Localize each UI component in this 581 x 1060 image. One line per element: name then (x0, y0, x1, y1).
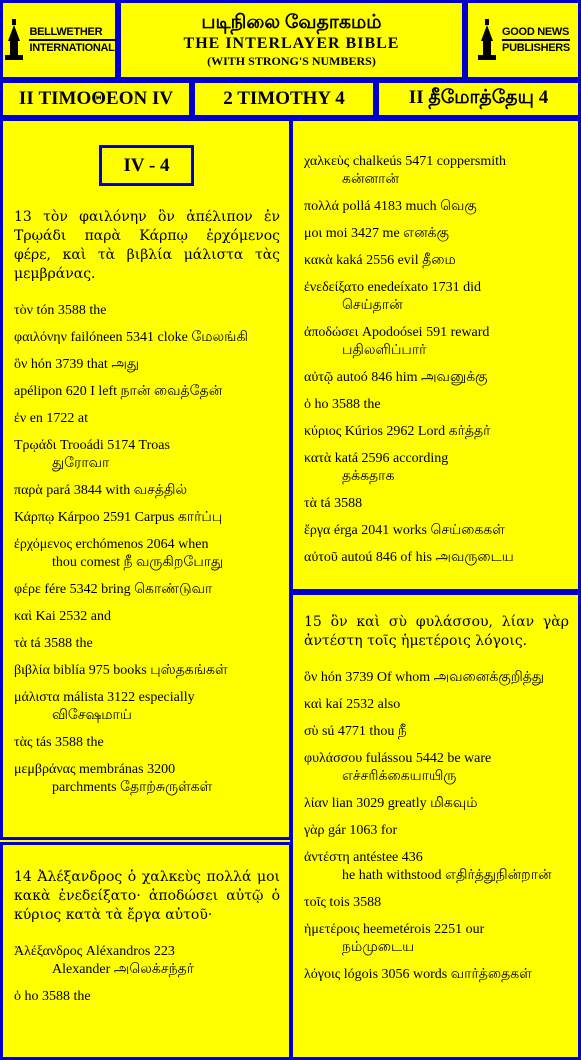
word-entry (14, 635, 280, 653)
left-entries-bottom (14, 943, 280, 1006)
left-logo-line2: INTERNATIONAL (29, 42, 115, 54)
word-entry-gloss: துரோவா (52, 456, 110, 471)
word-entry (304, 723, 569, 741)
word-entry (304, 423, 569, 441)
word-entry (304, 696, 569, 714)
word-entry-main: ὁ ho 3588 the (304, 397, 381, 412)
word-entry-main: σὺ sú 4771 thou நீ (304, 724, 407, 739)
right-column-bottom (293, 613, 578, 993)
word-entry-main: apélipon 620 I left நான் வைத்தேன் (14, 384, 223, 399)
left-entries (14, 302, 280, 797)
word-entry-gloss: he hath withstood எதிர்த்துநின்றான் (342, 868, 552, 883)
word-entry (14, 383, 280, 401)
word-entry (14, 988, 280, 1006)
word-entry-main: βιβλία biblía 975 books புஸ்தகங்கள் (14, 663, 228, 678)
word-entry-main: τὰ tá 3588 the (14, 636, 93, 651)
left-column (3, 208, 289, 806)
word-entry (304, 921, 569, 957)
word-entry-main: ἐν en 1722 at (14, 411, 89, 426)
word-entry (14, 581, 280, 599)
word-entry (304, 369, 569, 387)
word-entry (304, 198, 569, 216)
word-entry-main: τοῖς tois 3588 (304, 895, 382, 910)
word-entry-main: γὰρ gár 1063 for (304, 823, 398, 838)
word-entry (304, 795, 569, 813)
left-logo (0, 0, 118, 80)
word-entry-main: λόγοις lógois 3056 words வார்த்தைகள் (304, 967, 532, 982)
word-entry (304, 549, 569, 567)
word-entry-main: πολλά pollá 4183 much வெகு (304, 199, 477, 214)
good-news-icon (476, 17, 498, 63)
word-entry-main: ὃν hón 3739 Of whom அவனைக்குறித்து (304, 670, 545, 685)
word-entry-gloss: Alexander அலெக்சந்தர் (52, 962, 195, 977)
word-entry (14, 608, 280, 626)
word-entry-gloss: நம்முடைய (342, 940, 415, 955)
right-entries-bottom (304, 669, 569, 984)
word-entry-main: ἔργα érga 2041 works செய்கைகள் (304, 523, 505, 538)
ref-english: 2 TIMOTHY 4 (192, 80, 376, 118)
word-entry (14, 329, 280, 347)
word-entry-gloss: thou comest நீ வருகிறபோது (52, 555, 224, 570)
word-entry-gloss: விசேஷமாய் (52, 708, 132, 723)
bellwether-icon (3, 17, 25, 63)
word-entry (304, 849, 569, 885)
word-entry (304, 396, 569, 414)
word-entry (304, 894, 569, 912)
word-entry-main: παρὰ pará 3844 with வசத்தில் (14, 483, 188, 498)
word-entry-gloss: parchments தோற்சுருள்கள் (52, 780, 213, 795)
word-entry-main: χαλκεὺς chalkeús 5471 coppersmith (304, 154, 507, 169)
word-entry-main: ἡμετέροις heemetérois 2251 our (304, 922, 485, 937)
chapter-label: IV - 4 (99, 145, 194, 186)
word-entry-main: μεμβράνας membránas 3200 (14, 762, 176, 777)
title-english: THE INTERLAYER BIBLE (183, 35, 400, 52)
word-entry-main: Ἀλέξανδρος Aléxandros 223 (14, 944, 175, 959)
word-entry-main: κύριος Kúrios 2962 Lord கர்த்தர் (304, 424, 491, 439)
word-entry (14, 943, 280, 979)
word-entry (14, 410, 280, 428)
subtitle: (WITH STRONG'S NUMBERS) (207, 54, 376, 68)
word-entry (14, 536, 280, 572)
word-entry-gloss: கன்னான் (342, 172, 399, 187)
word-entry-main: ἐνεδείξατο enedeíxato 1731 did (304, 280, 482, 295)
word-entry-gloss: செய்தான் (342, 298, 403, 313)
word-entry-main: μάλιστα málista 3122 especially (14, 690, 195, 705)
word-entry (304, 252, 569, 270)
word-entry (14, 689, 280, 725)
word-entry-main: ὁ ho 3588 the (14, 989, 91, 1004)
verse-15: 15 ὃν καὶ σὺ φυλάσσου, λίαν γὰρ ἀντέστη τοῖς ἡμετέροις λόγοις. (304, 614, 569, 649)
word-entry (304, 225, 569, 243)
ref-tamil: II தீமோத்தேயு 4 (376, 80, 581, 118)
word-entry-gloss: எச்சரிக்கையாயிரு (342, 769, 457, 784)
word-entry (304, 669, 569, 687)
word-entry (304, 966, 569, 984)
word-entry (304, 324, 569, 360)
word-entry-main: φαιλόνην failóneen 5341 cloke மேலங்கி (14, 330, 248, 345)
right-entries (304, 153, 569, 567)
word-entry-main: ἀντέστη antéstee 436 (304, 850, 423, 865)
word-entry-main: ὃν hón 3739 that அது (14, 357, 140, 372)
word-entry-main: φυλάσσου fulássou 5442 be ware (304, 751, 492, 766)
word-entry-main: Τρῳάδι Trooádi 5174 Troas (14, 438, 170, 453)
word-entry (14, 302, 280, 320)
word-entry-gloss: தக்கதாக (342, 469, 395, 484)
word-entry (304, 822, 569, 840)
word-entry (304, 522, 569, 540)
verse-13: 13 τὸν φαιλόνην ὃν ἀπέλιπον ἐν Τρῳάδι παρὰ Κάρπῳ ἐρχόμενος φέρε, καὶ τὰ βιβλία μάλιστα τὰς μεμβράνας. (14, 209, 280, 282)
word-entry (14, 509, 280, 527)
word-entry (14, 662, 280, 680)
word-entry-main: κακὰ kaká 2556 evil தீமை (304, 253, 456, 268)
word-entry-main: Κάρπῳ Kárpoo 2591 Carpus கார்ப்பு (14, 510, 223, 525)
title-block (118, 0, 465, 80)
word-entry (14, 734, 280, 752)
word-entry (304, 495, 569, 513)
word-entry-main: αὐτῷ autoó 846 him அவனுக்கு (304, 370, 488, 385)
word-entry-main: τὰ tá 3588 (304, 496, 363, 511)
left-logo-line1: BELLWETHER (29, 25, 114, 41)
word-entry (304, 153, 569, 189)
word-entry-main: τὰς tás 3588 the (14, 735, 104, 750)
word-entry-main: αὐτοῦ autoú 846 of his அவருடைய (304, 550, 514, 565)
word-entry-main: λίαν lian 3029 greatly மிகவும் (304, 796, 478, 811)
word-entry (304, 750, 569, 786)
word-entry-main: τὸν tón 3588 the (14, 303, 107, 318)
word-entry (14, 482, 280, 500)
word-entry-main: μοι moi 3427 me எனக்கு (304, 226, 449, 241)
word-entry-main: φέρε fére 5342 bring கொண்டுவா (14, 582, 213, 597)
word-entry-main: κατὰ katá 2596 according (304, 451, 449, 466)
right-logo (465, 0, 581, 80)
word-entry-main: καὶ kaí 2532 also (304, 697, 401, 712)
word-entry (14, 761, 280, 797)
right-logo-line1: GOOD NEWS (502, 25, 570, 41)
word-entry (14, 356, 280, 374)
right-logo-line2: PUBLISHERS (502, 42, 570, 54)
left-column-bottom (3, 868, 289, 1015)
word-entry-gloss: பதிலளிப்பார் (342, 343, 427, 358)
ref-greek: II ΤΙΜΟΘΕΟΝ IV (0, 80, 192, 118)
word-entry (304, 279, 569, 315)
word-entry-main: ἐρχόμενος erchómenos 2064 when (14, 537, 209, 552)
title-tamil: படிநிலை வேதாகமம் (201, 12, 382, 33)
right-column (293, 153, 578, 576)
word-entry (304, 450, 569, 486)
word-entry (14, 437, 280, 473)
word-entry-main: καὶ Kai 2532 and (14, 609, 111, 624)
verse-14: 14 Ἀλέξανδρος ὁ χαλκεὺς πολλά μοι κακὰ ἐνεδείξατο· ἀποδώσει αὐτῷ ὁ κύριος κατὰ τὰ ἔργα αὐτοῦ· (14, 869, 280, 923)
word-entry-main: ἀποδώσει Apodoósei 591 reward (304, 325, 490, 340)
